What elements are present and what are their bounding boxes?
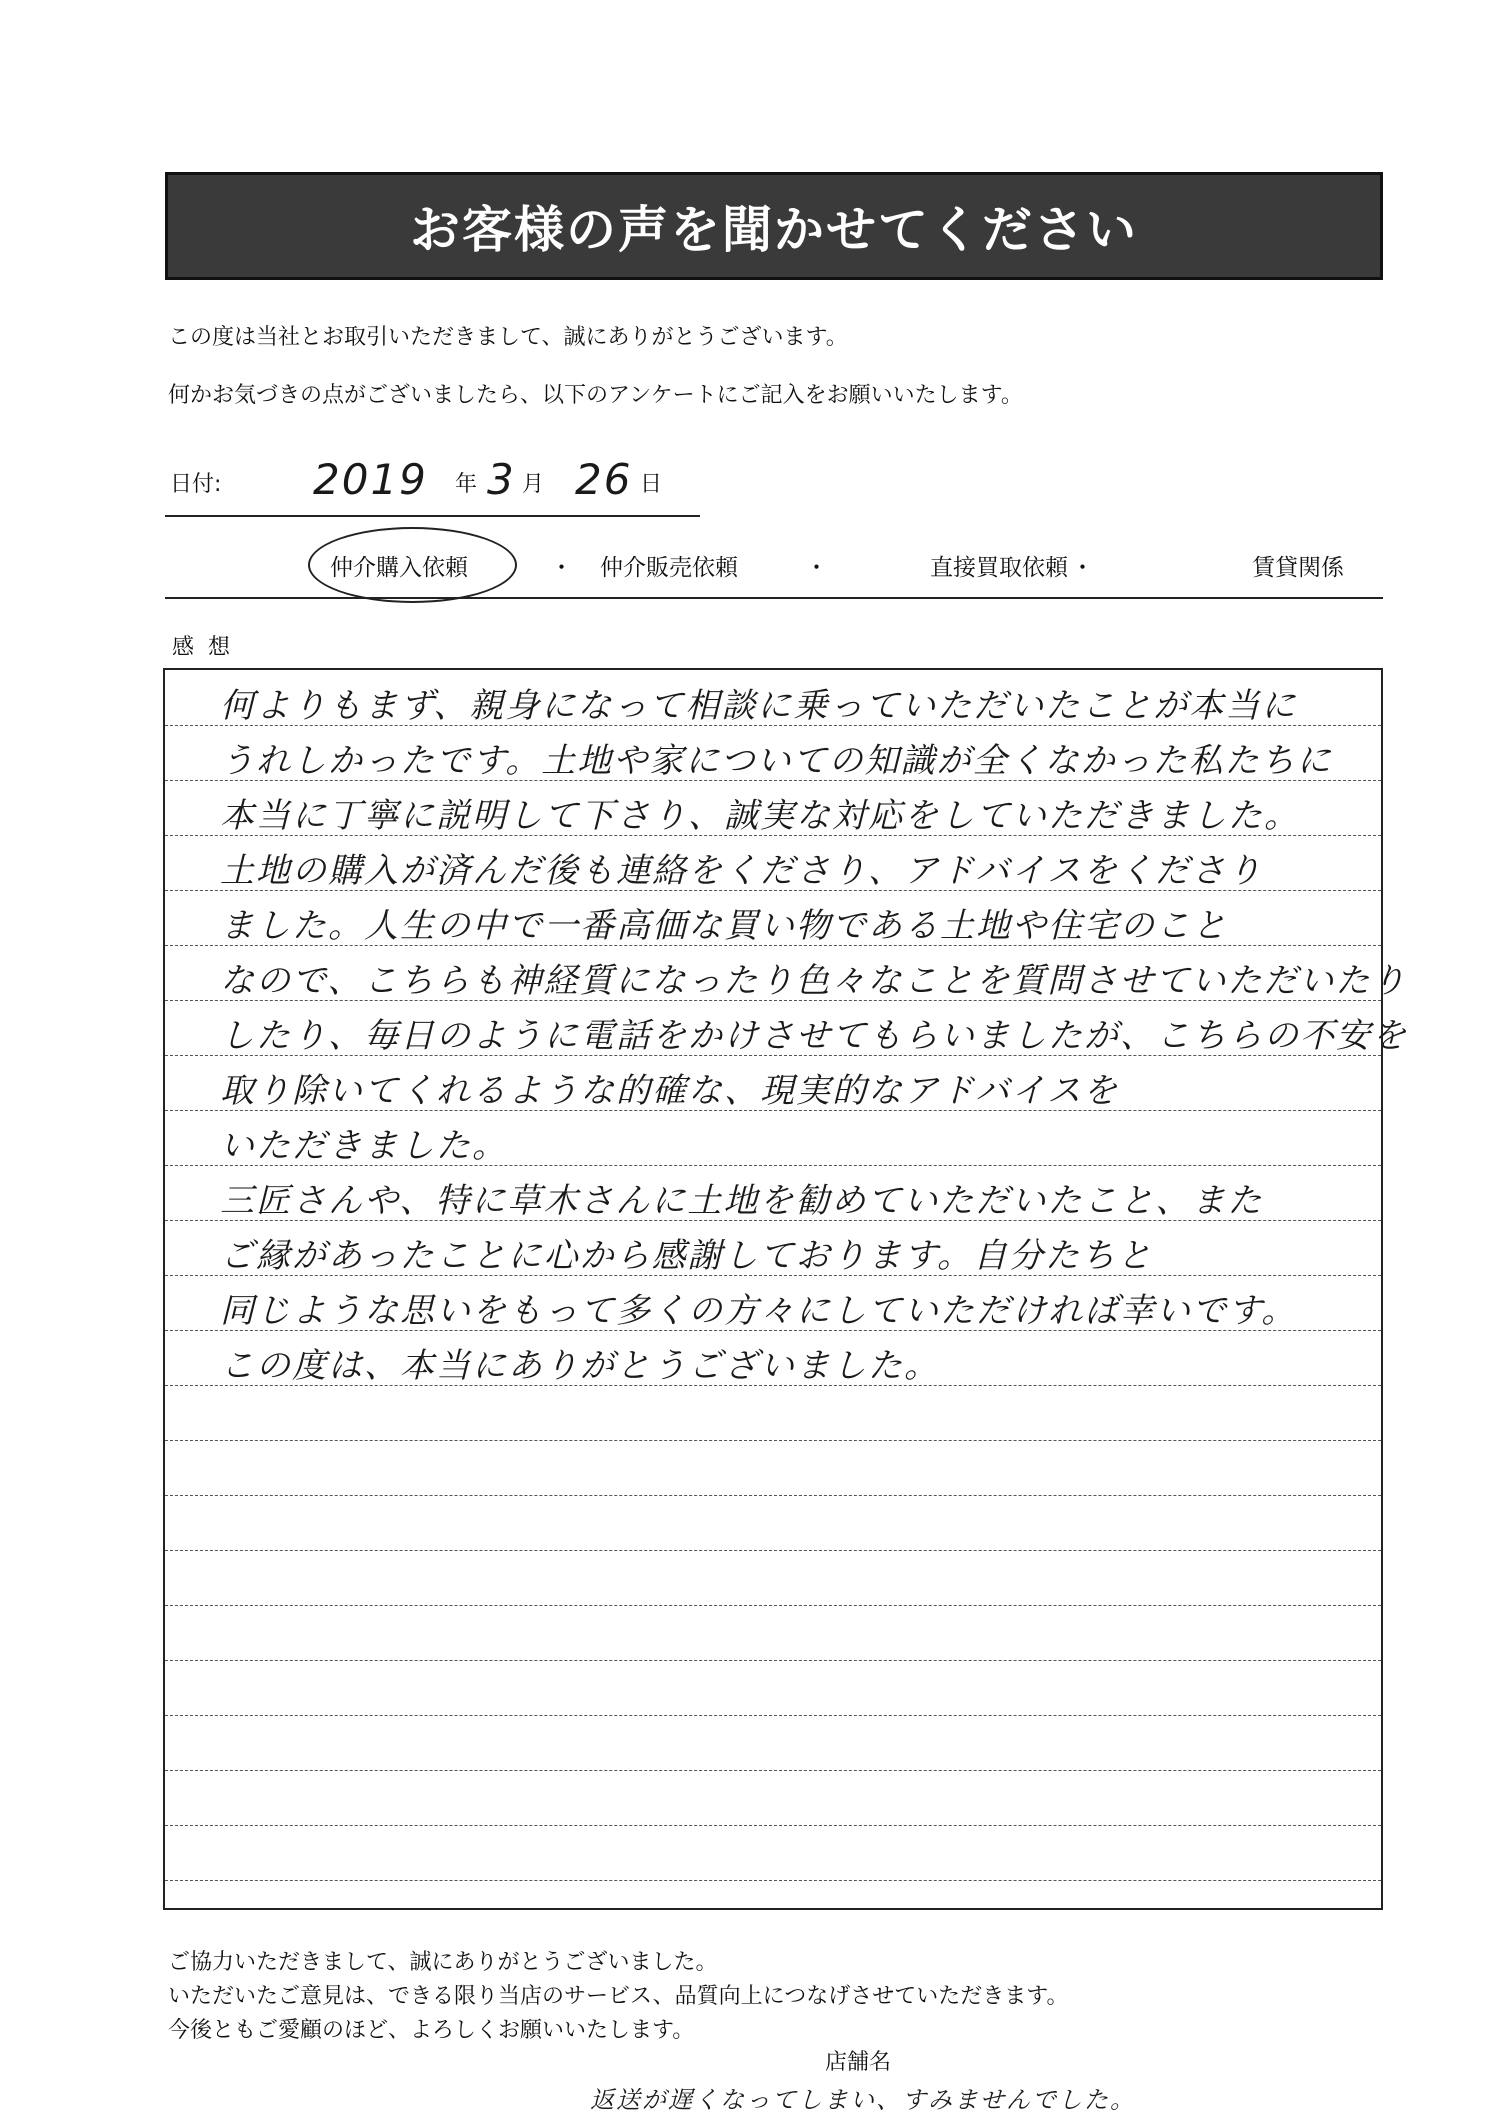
ruled-line	[165, 1825, 1381, 1826]
category-separator: ・	[550, 555, 573, 581]
date-month-value: 3	[487, 455, 516, 504]
comment-line: 同じような思いをもって多くの方々にしていただければ幸いです。	[220, 1291, 1298, 1331]
ruled-line	[165, 1495, 1381, 1496]
date-year-value: 2019	[313, 455, 428, 504]
category-direct-purchase[interactable]: 直接買取依頼	[930, 555, 1068, 581]
date-label: 日付:	[170, 472, 222, 497]
comment-line: 本当に丁寧に説明して下さり、誠実な対応をしていただきました。	[220, 796, 1300, 836]
intro-line-1: この度は当社とお取引いただきまして、誠にありがとうございます。	[168, 325, 848, 350]
handwritten-note: 返送が遅くなってしまい、すみませんでした。	[590, 2086, 1136, 2114]
date-month-label: 月	[522, 472, 545, 497]
category-rental[interactable]: 賃貸関係	[1252, 555, 1344, 581]
comment-line: ました。人生の中で一番高価な買い物である土地や住宅のこと	[220, 906, 1228, 946]
ruled-line	[165, 1440, 1381, 1441]
comment-line: この度は、本当にありがとうございました。	[220, 1346, 940, 1386]
footer-line-3: 今後ともご愛顧のほど、よろしくお願いいたします。	[168, 2018, 695, 2043]
date-day-value: 26	[575, 455, 633, 504]
page-title-banner	[165, 172, 1383, 280]
category-brokerage-sale[interactable]: 仲介販売依頼	[600, 555, 738, 581]
comment-line: したり、毎日のように電話をかけさせてもらいましたが、こちらの不安を	[220, 1016, 1408, 1056]
comment-line: 取り除いてくれるような的確な、現実的なアドバイスを	[220, 1071, 1119, 1111]
comment-line: 三匠さんや、特に草木さんに土地を勧めていただいたこと、また	[220, 1181, 1264, 1221]
ruled-line	[165, 1605, 1381, 1606]
comment-line: 土地の購入が済んだ後も連絡をくださり、アドバイスをくださり	[220, 851, 1263, 891]
category-separator: ・	[1071, 555, 1094, 581]
ruled-line	[165, 1660, 1381, 1661]
ruled-line	[165, 1550, 1381, 1551]
footer-line-1: ご協力いただきまして、誠にありがとうございました。	[168, 1950, 718, 1975]
comment-line: なので、こちらも神経質になったり色々なことを質問させていただいたり	[220, 961, 1408, 1001]
ruled-line	[165, 1770, 1381, 1771]
date-row	[165, 455, 700, 517]
comment-box[interactable]	[163, 668, 1408, 1910]
ruled-line	[165, 1715, 1381, 1716]
category-brokerage-purchase[interactable]: 仲介購入依頼	[330, 555, 468, 581]
ruled-line	[165, 1880, 1381, 1881]
comment-line: 何よりもまず、親身になって相談に乗っていただいたことが本当に	[220, 686, 1298, 726]
footer-line-2: いただいたご意見は、できる限り当店のサービス、品質向上につなげさせていただきます。	[168, 1984, 1069, 2009]
intro-line-2: 何かお気づきの点がございましたら、以下のアンケートにご記入をお願いいたします。	[168, 383, 1023, 408]
comment-line: うれしかったです。土地や家についての知識が全くなかった私たちに	[220, 741, 1333, 781]
category-row	[165, 535, 1383, 599]
date-day-label: 日	[640, 472, 663, 497]
category-separator: ・	[805, 555, 828, 581]
page-title: お客様の声を聞かせてください	[410, 201, 1138, 259]
comment-label: 感想	[172, 635, 245, 660]
store-name-label: 店舗名	[825, 2050, 892, 2075]
comment-line: いただきました。	[220, 1126, 508, 1166]
comment-line: ご縁があったことに心から感謝しております。自分たちと	[220, 1236, 1153, 1276]
date-year-label: 年	[455, 472, 478, 497]
